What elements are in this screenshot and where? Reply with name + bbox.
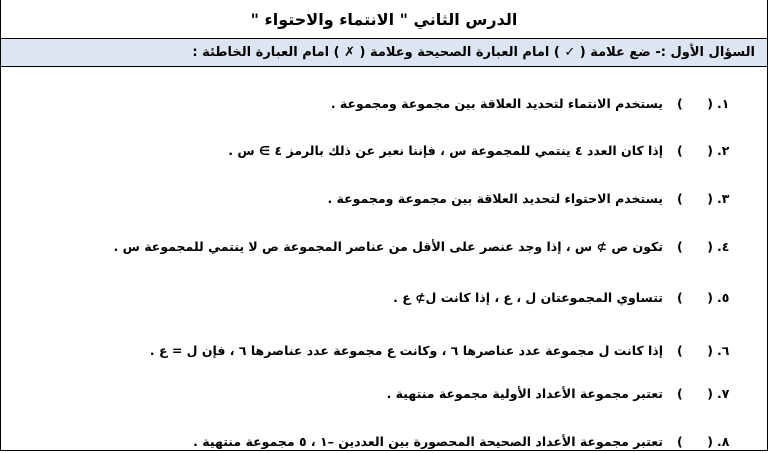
list-item xyxy=(21,234,747,258)
answer-blank[interactable]: ( ) xyxy=(677,190,713,206)
answer-blank[interactable]: ( ) xyxy=(677,238,713,254)
item-text: يستخدم الانتماء لتحديد العلاقة بين مجموعة ومجموعة . xyxy=(330,95,663,111)
answer-blank[interactable]: ( ) xyxy=(677,142,713,158)
item-number: ٨. xyxy=(717,433,730,449)
question-header xyxy=(1,39,767,67)
item-text: يستخدم الاحتواء لتحديد العلاقة بين مجموعة ومجموعة . xyxy=(327,190,663,206)
item-number: ٢. xyxy=(717,142,730,158)
list-item xyxy=(21,285,747,309)
answer-blank[interactable]: ( ) xyxy=(677,385,713,401)
item-text: تعتبر مجموعة الأعداد الأولية مجموعة منتهية . xyxy=(386,385,663,401)
item-number: ٧. xyxy=(717,385,730,401)
item-number: ٥. xyxy=(717,289,730,305)
title-row xyxy=(1,0,767,39)
list-item xyxy=(21,91,747,115)
item-number: ٣. xyxy=(717,190,730,206)
lesson-title: الدرس الثاني " الانتماء والاحتواء " xyxy=(250,9,518,29)
list-item xyxy=(21,338,747,362)
item-text: إذا كانت ل مجموعة عدد عناصرها ٦ ، وكانت ع مجموعة عدد عناصرها ٦ ، فإن ل = ع . xyxy=(149,342,663,358)
item-number: ١. xyxy=(717,95,730,111)
question-instruction: السؤال الأول :- ضع علامة ( ✓ ) امام العبارة الصحيحة وعلامة ( ✗ ) امام العبارة الخاطئة : xyxy=(192,45,755,60)
answer-blank[interactable]: ( ) xyxy=(677,289,713,305)
item-number: ٦. xyxy=(717,342,730,358)
answer-blank[interactable]: ( ) xyxy=(677,95,713,111)
list-item xyxy=(21,381,747,405)
item-text: تكون ص ⊅ س ، إذا وجد عنصر على الأقل من عناصر المجموعة ص لا ينتمي للمجموعة س . xyxy=(113,238,663,254)
answer-blank[interactable]: ( ) xyxy=(677,433,713,449)
list-item xyxy=(21,429,747,453)
list-item xyxy=(21,138,747,162)
answer-blank[interactable]: ( ) xyxy=(677,342,713,358)
item-number: ٤. xyxy=(717,238,730,254)
list-item xyxy=(21,186,747,210)
item-text: إذا كان العدد ٤ ينتمي للمجموعة س ، فإننا نعبر عن ذلك بالرمز ٤ ∋ س . xyxy=(228,142,663,158)
item-text: تعتبر مجموعة الأعداد الصحيحة المحصورة بين العددين –١ ، ٥ مجموعة منتهية . xyxy=(193,433,663,449)
item-text: تتساوي المجموعتان ل ، ع ، إذا كانت ل⊅ ع . xyxy=(393,289,663,305)
